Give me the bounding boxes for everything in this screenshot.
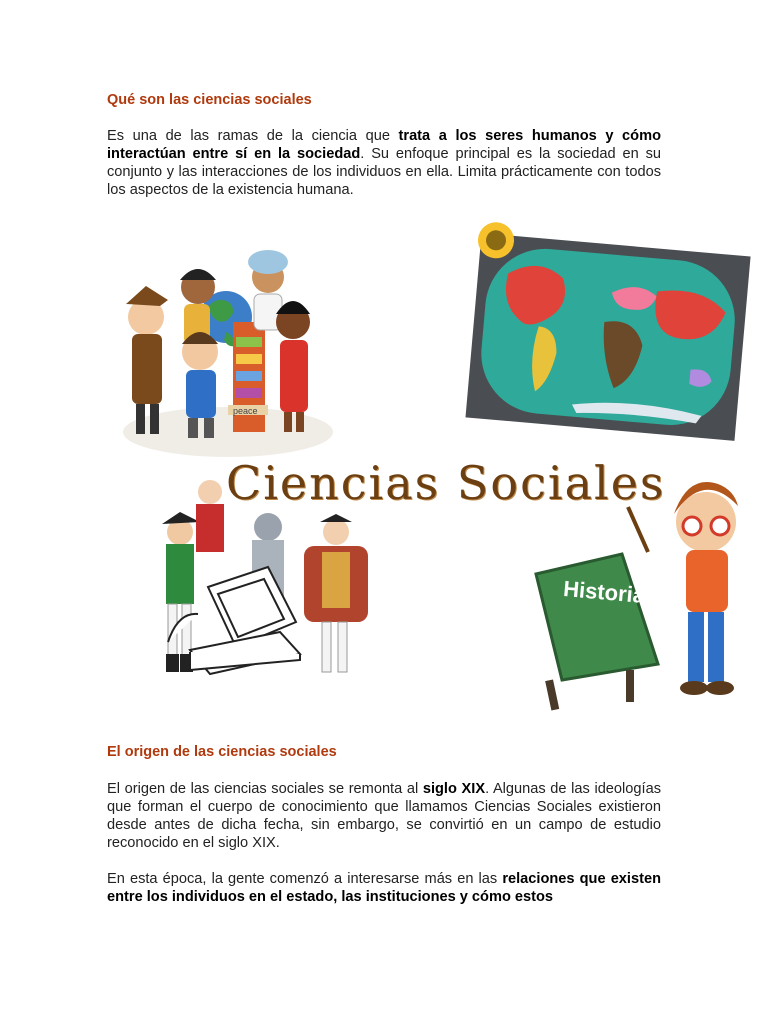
historia-board-image bbox=[536, 482, 742, 710]
children-globe-image bbox=[123, 250, 333, 457]
text-run: En esta época, la gente comenzó a interesarse más en las bbox=[107, 871, 503, 887]
paragraph-epoca bbox=[107, 870, 661, 906]
paragraph-origin bbox=[107, 780, 661, 852]
bold-text-run: trata a los seres humanos y cómo interactúan entre sí en la sociedad bbox=[107, 128, 661, 162]
book-label-peace: peace bbox=[233, 406, 258, 416]
text-run: . Algunas de las ideologías que forman el cuerpo de conocimiento que llamamos Ciencias Sociales existieron desde antes de dicha fecha, sin embargo, se convirtió en un campo de estudio reconocido en el siglo XIX. bbox=[107, 781, 661, 851]
text-run: El origen de las ciencias sociales se remonta al bbox=[107, 781, 423, 797]
bold-text-run: relaciones que existen entre los individuos en el estado, las instituciones y cómo estos bbox=[107, 871, 661, 905]
text-run: Es una de las ramas de la ciencia que bbox=[107, 128, 399, 144]
section-heading-que-son: Qué son las ciencias sociales bbox=[107, 92, 312, 108]
text-run: . Su enfoque principal es la sociedad en su conjunto y las interacciones de los individuos en ella. Limita prácticamente con todos los aspectos de la existencia humana. bbox=[107, 146, 661, 198]
world-map-image bbox=[462, 222, 751, 441]
illustration-title: Ciencias Sociales bbox=[226, 456, 666, 510]
paragraph-definition bbox=[107, 127, 661, 199]
ciencias-sociales-illustration bbox=[108, 222, 753, 712]
section-heading-origen: El origen de las ciencias sociales bbox=[107, 744, 337, 760]
board-label-historia: Historia bbox=[562, 576, 647, 609]
bold-text-run: siglo XIX bbox=[422, 781, 486, 797]
